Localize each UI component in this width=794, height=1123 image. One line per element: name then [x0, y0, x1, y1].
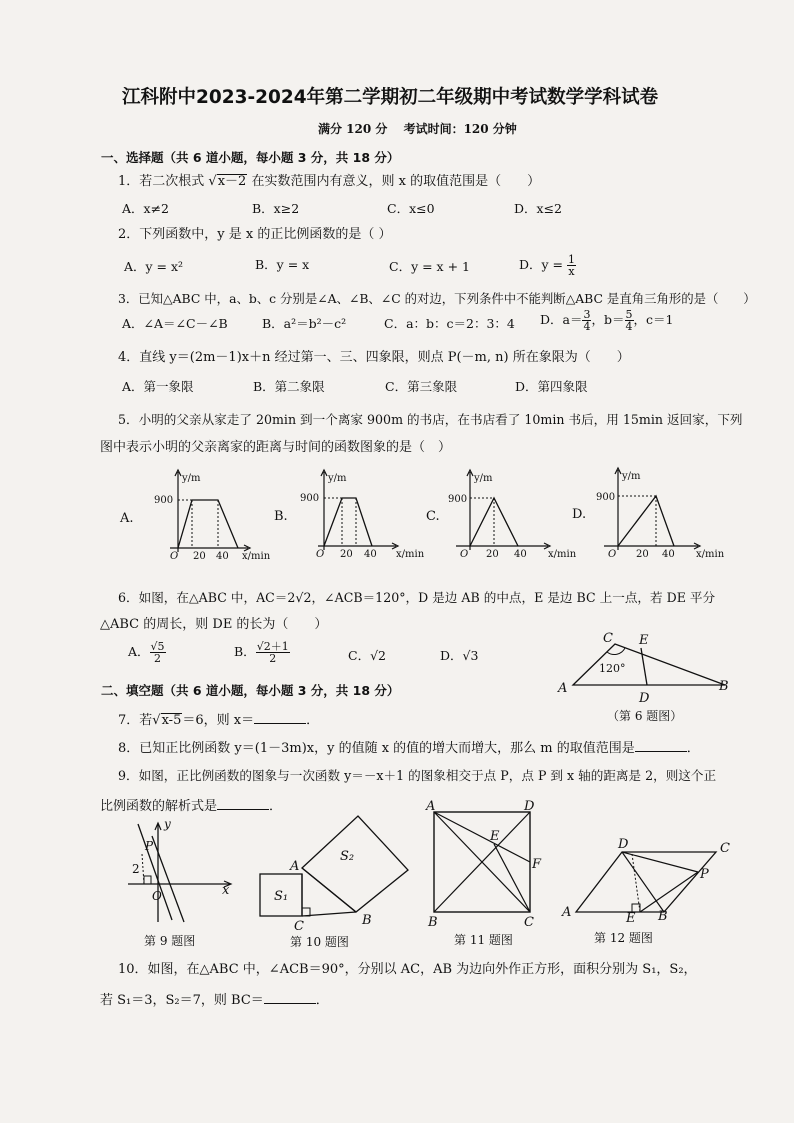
question-7 [118, 711, 319, 729]
q9-end: ． [269, 799, 283, 814]
q3-d-num-2: 5 [625, 308, 633, 321]
fig10-label-a: A [290, 859, 300, 874]
fig9-label-x: x [222, 883, 230, 898]
graph-b [274, 470, 425, 560]
fig11-label-e: E [490, 829, 500, 844]
question-6-line-1: 6．如图，在△ABC 中，AC＝2√2，∠ACB＝120°，D 是边 AB 的中点，E 是边 BC 上一点，若 DE 平分 [118, 590, 716, 605]
fig11-caption: 第 11 题图 [454, 933, 513, 947]
graph-d-x20: 20 [636, 549, 649, 560]
q2-option-b: B．y = x [255, 257, 310, 272]
question-8 [118, 739, 700, 757]
q6-option-c: C．√2 [348, 648, 386, 663]
graph-b-label: B. [274, 509, 288, 524]
q6-option-d: D．√3 [440, 648, 479, 663]
q3-option-c: C．a：b：c＝2：3：4 [384, 316, 515, 331]
graph-a-origin: O [170, 551, 179, 562]
q2-d-label: D．y = [519, 257, 564, 272]
q6-b-denominator: 2 [269, 652, 277, 665]
graph-b-y900: 900 [300, 493, 320, 504]
q6-a-denominator: 2 [154, 652, 162, 665]
graph-c-x40: 40 [514, 549, 527, 560]
fig9-label-p: P [145, 839, 154, 853]
fig12-label-d: D [618, 837, 629, 852]
q3-d-post: ，c＝1 [633, 312, 674, 327]
question-9-line-2 [100, 797, 282, 815]
section-2-heading: 二、填空题（共 6 道小题，每小题 3 分，共 18 分） [101, 683, 400, 698]
q3-option-d [540, 309, 673, 332]
graph-b-origin: O [316, 549, 325, 560]
q2-option-c: C．y = x + 1 [389, 259, 470, 274]
q7-end: ． [306, 713, 320, 728]
q3-option-b: B．a²＝b²－c² [262, 316, 347, 331]
q1-option-a: A．x≠2 [122, 201, 170, 216]
q3-d-num-1: 3 [583, 308, 591, 321]
fig12-label-c: C [720, 841, 730, 856]
q6-b-label: B． [234, 644, 256, 659]
fig10-label-b: B [362, 913, 372, 928]
q6-a-numerator: √5 [150, 640, 165, 653]
q2-option-d [519, 254, 576, 277]
question-6-line-2: △ABC 的周长，则 DE 的长为（ ） [100, 617, 328, 632]
q2-d-numerator: 1 [568, 253, 576, 266]
q3-d-den-1: 4 [583, 320, 591, 333]
fig6-label-c: C [603, 631, 613, 646]
graph-a-x40: 40 [216, 551, 229, 562]
q7-pre: 7．若 [118, 713, 153, 728]
q9-answer-blank[interactable] [217, 797, 269, 810]
q6-a-fraction [150, 641, 166, 664]
fig6-label-b: B [719, 679, 729, 694]
graph-d-origin: O [608, 549, 617, 560]
graph-a-y900: 900 [154, 495, 174, 506]
q3-d-mid: ，b＝ [591, 312, 625, 327]
graph-b-x40: 40 [364, 549, 377, 560]
q6-b-numerator: √2＋1 [256, 640, 289, 653]
graph-d-y900: 900 [596, 492, 616, 503]
q3-d-pre: D．a＝ [540, 312, 583, 327]
q6-a-label: A． [128, 644, 150, 659]
fig10-label-s1: S₁ [274, 889, 289, 904]
q7-post: ＝6，则 x＝ [182, 713, 255, 728]
fig9-label-o: O [152, 889, 162, 903]
fig9-label-y: y [164, 817, 171, 831]
q1-stem-pre: 1．若二次根式 [118, 174, 205, 189]
fig6-label-e: E [639, 633, 649, 648]
graph-d-label: D. [572, 507, 587, 522]
q10-line-2-text: 若 S₁＝3，S₂＝7，则 BC＝ [100, 993, 264, 1008]
q4-option-d: D．第四象限 [515, 379, 588, 394]
q2-d-fraction [567, 254, 576, 277]
q8-text: 8．已知正比例函数 y＝(1－3m)x，y 的值随 x 的值的增大而增大，那么 m 的取值范围是 [118, 741, 635, 756]
fig11-label-c: C [524, 915, 534, 930]
q1-radicand: x－2 [217, 174, 247, 189]
graph-d [572, 468, 725, 560]
question-9-line-1: 9．如图，正比例函数的图象与一次函数 y＝－x＋1 的图象相交于点 P，点 P 到 x 轴的距离是 2，则这个正 [118, 768, 717, 783]
q6-option-b [234, 641, 290, 664]
q4-option-a: A．第一象限 [122, 379, 194, 394]
fig6-label-d: D [639, 691, 650, 706]
question-3: 3．已知△ABC 中，a、b、c 分别是∠A、∠B、∠C 的对边，下列条件中不能判断△ABC 是直角三角形的是（ ） [118, 291, 756, 306]
fig11-label-f: F [532, 857, 542, 872]
q6-option-a [128, 641, 166, 664]
fig6-angle: 120° [599, 662, 626, 675]
graph-c-xlabel: x/min [548, 549, 577, 560]
graph-a-x20: 20 [193, 551, 206, 562]
figure-11 [424, 799, 554, 947]
fig12-caption: 第 12 题图 [594, 931, 653, 945]
graph-b-ylabel: y/m [328, 473, 347, 484]
fig12-label-a: A [562, 905, 572, 920]
fig6-caption: （第 6 题图） [607, 709, 683, 723]
question-1 [118, 174, 540, 190]
q1-option-c: C．x≤0 [387, 201, 435, 216]
question-5-line-1: 5．小明的父亲从家走了 20min 到一个离家 900m 的书店，在书店看了 10min 书后，用 15min 返回家，下列 [118, 412, 743, 427]
graph-b-x20: 20 [340, 549, 353, 560]
q2-d-denominator: x [568, 265, 575, 278]
fig10-label-c: C [294, 919, 304, 934]
score-and-time: 满分 120 分 考试时间：120 分钟 [318, 122, 517, 136]
graph-d-ylabel: y/m [622, 471, 641, 482]
question-10-line-1: 10．如图，在△ABC 中，∠ACB＝90°，分别以 AC，AB 为边向外作正方形，面积分别为 S₁，S₂， [118, 962, 697, 977]
page-title: 江科附中2023-2024年第二学期初二年级期中考试数学学科试卷 [122, 87, 659, 108]
fig9-label-2: 2 [132, 862, 140, 876]
fig12-label-p: P [700, 867, 709, 882]
fig10-label-s2: S₂ [340, 849, 355, 864]
q7-radicand: x-5 [161, 713, 182, 728]
graph-b-xlabel: x/min [396, 549, 425, 560]
fig11-label-a: A [426, 799, 436, 814]
figure-12 [560, 816, 740, 946]
q3-d-fraction-b [625, 309, 634, 332]
graph-a-ylabel: y/m [182, 473, 201, 484]
q4-option-c: C．第三象限 [385, 379, 458, 394]
q7-answer-blank[interactable] [254, 711, 306, 724]
fig11-label-b: B [428, 915, 438, 930]
q1-stem-post: 在实数范围内有意义，则 x 的取值范围是（ ） [251, 174, 541, 189]
graph-c-x20: 20 [486, 549, 499, 560]
fig12-label-e: E [626, 911, 636, 926]
graph-c-ylabel: y/m [474, 473, 493, 484]
q8-answer-blank[interactable] [635, 739, 687, 752]
fig9-caption: 第 9 题图 [144, 934, 196, 948]
graph-c [426, 470, 577, 560]
q2-option-a: A．y = x² [124, 259, 184, 274]
q1-option-d: D．x≤2 [514, 201, 562, 216]
question-2: 2．下列函数中，y 是 x 的正比例函数的是（ ） [118, 227, 392, 242]
question-5-line-2: 图中表示小明的父亲离家的距离与时间的函数图象的是（ ） [100, 440, 452, 455]
sqrt-symbol: √ [208, 174, 217, 189]
section-1-heading: 一、选择题（共 6 道小题，每小题 3 分，共 18 分） [101, 150, 400, 165]
q1-option-b: B．x≥2 [252, 201, 300, 216]
graph-d-xlabel: x/min [696, 549, 725, 560]
q3-option-a: A．∠A＝∠C－∠B [122, 316, 228, 331]
graph-a [119, 470, 271, 562]
graph-c-origin: O [460, 549, 469, 560]
q5-graphs [0, 462, 794, 562]
graph-d-x40: 40 [662, 549, 675, 560]
q3-d-den-2: 4 [625, 320, 633, 333]
q4-option-b: B．第二象限 [253, 379, 325, 394]
figure-6 [555, 628, 735, 723]
graph-a-label: A. [120, 511, 134, 526]
question-10-line-2 [100, 991, 329, 1009]
q9-line-2-text: 比例函数的解析式是 [100, 799, 218, 814]
fig10-caption: 第 10 题图 [290, 935, 349, 949]
fig12-label-b: B [658, 909, 668, 924]
q10-end: ． [315, 993, 329, 1008]
graph-c-y900: 900 [448, 494, 468, 505]
graph-a-xlabel: x/min [242, 551, 271, 562]
q10-answer-blank[interactable] [264, 991, 316, 1004]
sqrt-symbol: √ [152, 713, 161, 728]
fig6-label-a: A [558, 681, 568, 696]
q6-b-fraction [256, 641, 290, 664]
graph-c-label: C. [426, 509, 440, 524]
figure-9 [118, 818, 248, 948]
question-4: 4．直线 y＝(2m－1)x＋n 经过第一、三、四象限，则点 P(－m, n) 所在象限为（ ） [118, 350, 630, 365]
figure-10 [256, 812, 416, 947]
q8-end: ． [686, 741, 700, 756]
fig11-label-d: D [524, 799, 535, 814]
